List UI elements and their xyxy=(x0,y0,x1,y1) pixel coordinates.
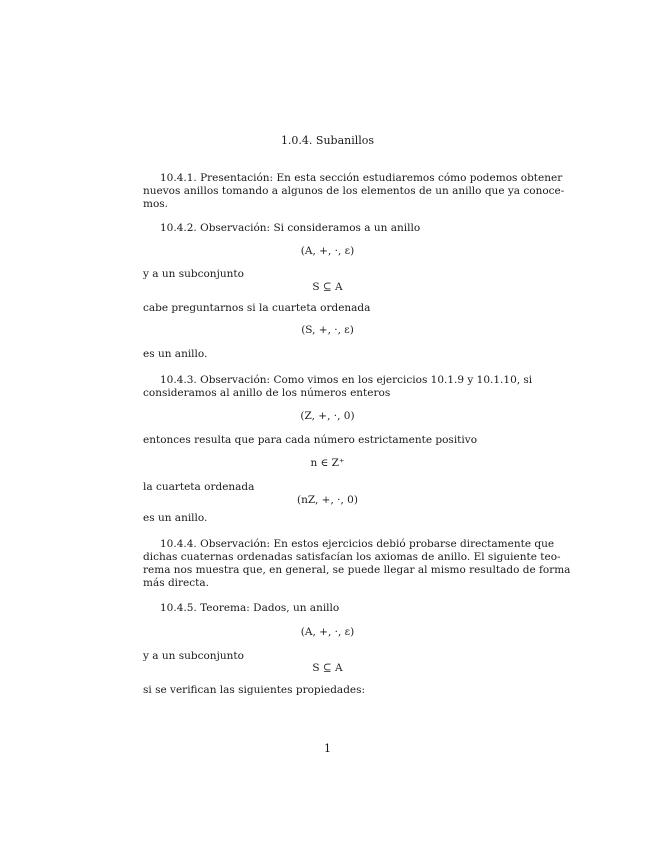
paragraph-observacion-3-line-3: rema nos muestra que, en general, se puede llegar al mismo resultado de forma xyxy=(143,564,571,576)
paragraph-label: Presentación: xyxy=(200,172,274,184)
paragraph-number: 10.4.1. xyxy=(160,172,197,184)
equation-ring-a: (A, +, ·, ε) xyxy=(300,245,355,257)
text-properties: si se verifican las siguientes propiedades: xyxy=(143,684,366,696)
paragraph-observacion-3-line-1: 10.4.4. Observación: En estos ejercicios debió probarse directamente que xyxy=(160,538,555,550)
equation-subset-2: S ⊆ A xyxy=(312,662,343,674)
paragraph-observacion-3-line-2: dichas cuaternas ordenadas satisfacían los axiomas de anillo. El siguiente teo- xyxy=(143,551,561,563)
paragraph-teorema: 10.4.5. Teorema: Dados, un anillo xyxy=(160,602,340,614)
paragraph-presentacion-line-1: 10.4.1. Presentación: En esta sección estudiaremos cómo podemos obtener xyxy=(160,172,563,184)
paragraph-presentacion-line-3: mos. xyxy=(143,198,169,210)
page-number: 1 xyxy=(324,742,331,755)
paragraph-observacion-3-line-4: más directa. xyxy=(143,577,209,589)
text-subset-intro-2: y a un subconjunto xyxy=(143,650,244,662)
text-subset-intro: y a un subconjunto xyxy=(143,268,244,280)
section-title: 1.0.4. Subanillos xyxy=(280,134,375,147)
paragraph-observacion-1: 10.4.2. Observación: Si consideramos a un anillo xyxy=(160,222,421,234)
text-question: cabe preguntarnos si la cuarteta ordenada xyxy=(143,302,371,314)
equation-nz: (nZ, +, ·, 0) xyxy=(297,494,358,506)
equation-n-positive: n ∈ Z⁺ xyxy=(310,457,345,469)
equation-ring-s: (S, +, ·, ε) xyxy=(301,324,354,336)
paragraph-presentacion-line-2: nuevos anillos tomando a algunos de los elementos de un anillo que ya conoce- xyxy=(143,185,565,197)
equation-ring-a-2: (A, +, ·, ε) xyxy=(300,626,355,638)
paragraph-observacion-2-line-1: 10.4.3. Observación: Como vimos en los ejercicios 10.1.9 y 10.1.10, si xyxy=(160,374,533,386)
text-is-ring-2: es un anillo. xyxy=(143,512,208,524)
equation-integers: (Z, +, ·, 0) xyxy=(300,410,355,422)
paragraph-observacion-2-line-2: consideramos al anillo de los números enteros xyxy=(143,387,391,399)
text-is-ring: es un anillo. xyxy=(143,348,208,360)
equation-subset: S ⊆ A xyxy=(312,281,343,293)
text-quadruple: la cuarteta ordenada xyxy=(143,481,255,493)
text-then: entonces resulta que para cada número estrictamente positivo xyxy=(143,434,478,446)
